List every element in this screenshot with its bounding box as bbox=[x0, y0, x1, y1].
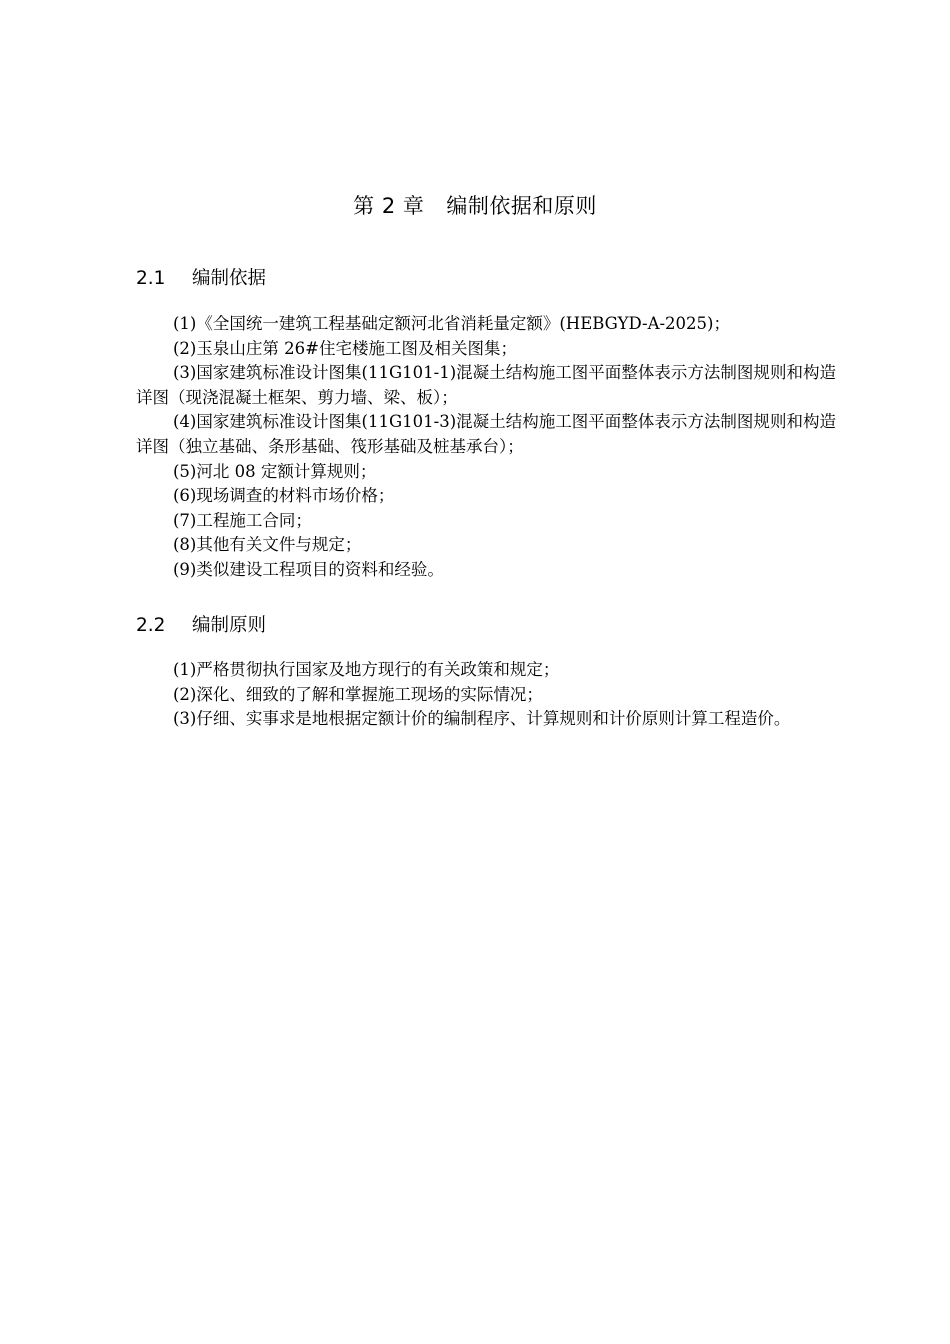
list-item: (6)现场调查的材料市场价格； bbox=[173, 486, 395, 506]
list-item: (3)仔细、实事求是地根据定额计价的编制程序、计算规则和计价原则计算工程造价。 bbox=[173, 709, 791, 729]
list-item: (2)玉泉山庄第 26#住宅楼施工图及相关图集； bbox=[173, 338, 517, 358]
list-item: (8)其他有关文件与规定； bbox=[173, 535, 362, 555]
list-item: (1)《全国统一建筑工程基础定额河北省消耗量定额》(HEBGYD-A-2025)； bbox=[173, 314, 730, 333]
list-item: (3)国家建筑标准设计图集(11G101-1)混凝土结构施工图平面整体表示方法制图规则和构造详图（现浇混凝土框架、剪力墙、梁、板）； bbox=[136, 363, 836, 407]
chapter-title-text: 编制依据和原则 bbox=[446, 194, 597, 218]
basis-list bbox=[136, 312, 836, 583]
list-item: (7)工程施工合同； bbox=[173, 510, 312, 530]
chapter-number: 第 2 章 bbox=[353, 194, 425, 218]
principles-list bbox=[136, 658, 836, 732]
section-heading-2-2 bbox=[136, 613, 266, 639]
section-number: 2.1 bbox=[136, 268, 166, 289]
list-item: (2)深化、细致的了解和掌握施工现场的实际情况； bbox=[173, 684, 543, 704]
list-item: (9)类似建设工程项目的资料和经验。 bbox=[173, 559, 444, 579]
section-number: 2.2 bbox=[136, 615, 166, 636]
section-heading-2-1 bbox=[136, 266, 266, 292]
list-item: (4)国家建筑标准设计图集(11G101-3)混凝土结构施工图平面整体表示方法制图规则和构造详图（独立基础、条形基础、筏形基础及桩基承台）； bbox=[136, 412, 836, 456]
section-title-text: 编制依据 bbox=[192, 268, 267, 289]
list-item: (1)严格贯彻执行国家及地方现行的有关政策和规定； bbox=[173, 660, 560, 679]
section-title-text: 编制原则 bbox=[192, 615, 267, 636]
chapter-title bbox=[0, 191, 950, 221]
list-item: (5)河北 08 定额计算规则； bbox=[173, 461, 377, 481]
